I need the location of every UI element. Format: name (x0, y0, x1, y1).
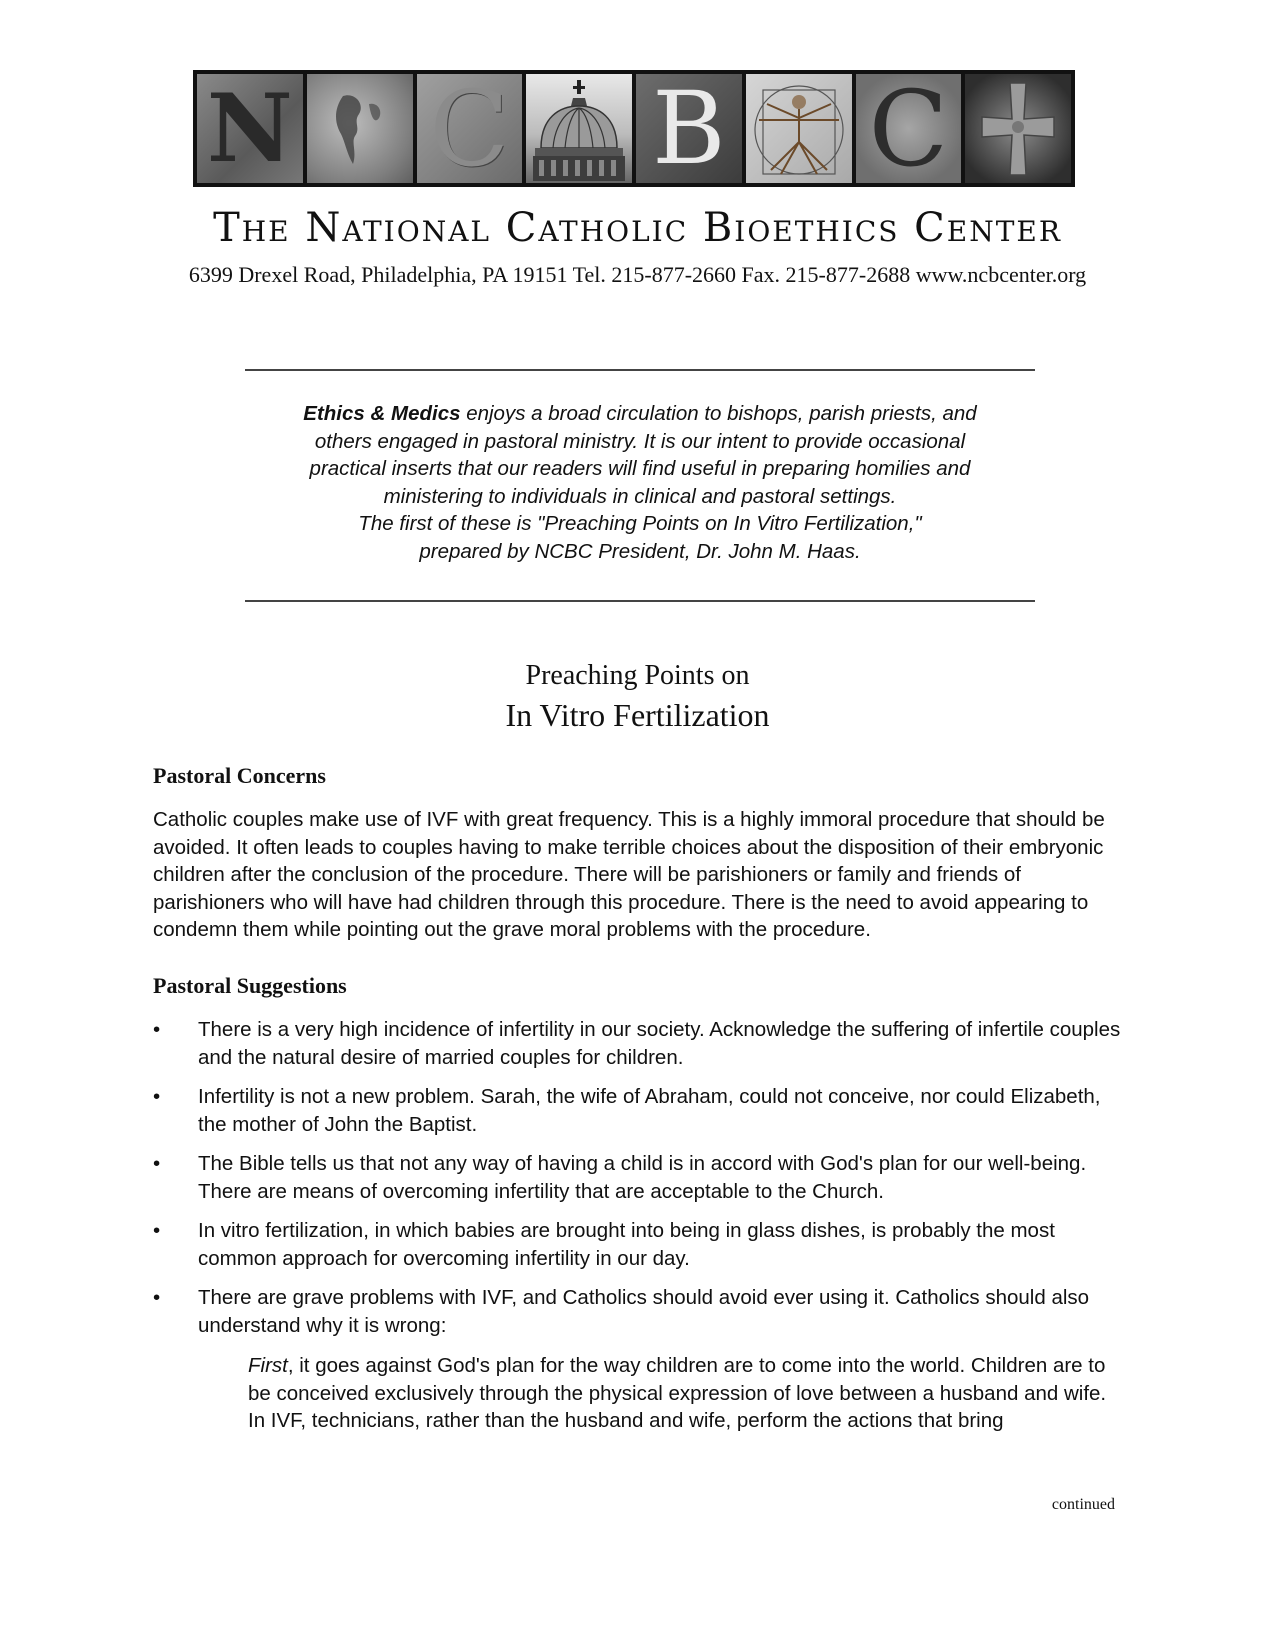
continued-label: continued (1051, 1496, 1115, 1513)
intro-line-2: others engaged in pastoral ministry. It is our intent to provide occasional (314, 429, 966, 453)
ncbc-logo-banner (193, 70, 1075, 187)
list-item-text: There is a very high incidence of infertility in our society. Acknowledge the suffering of infertile couples and the natural desire of married couples for children. (198, 1018, 1121, 1069)
logo-letter-b: B (652, 74, 726, 183)
cross-icon (978, 79, 1058, 179)
intro-box (260, 400, 1020, 565)
pastoral-suggestions-heading: Pastoral Suggestions (153, 973, 347, 998)
logo-tile-globe (307, 74, 413, 183)
suggestions-list (153, 1016, 1123, 1351)
list-item-text: In vitro fertilization, in which babies are brought into being in glass dishes, is probably the most common approach for overcoming infertility in our day. (198, 1219, 1055, 1270)
first-point-text: , it goes against God's plan for the way children are to come into the world. Children are to be conceived exclusively through the physical expression of love between a husband and wife. In IVF, technicians, rather than the husband and wife, perform the actions that bring (248, 1354, 1107, 1432)
logo-tile-dome (526, 74, 632, 183)
list-item (153, 1150, 1123, 1205)
list-item-text: The Bible tells us that not any way of having a child is in accord with God's plan for our well-being. There are means of overcoming infertility that are acceptable to the Church. (198, 1152, 1087, 1203)
globe-icon (325, 84, 395, 174)
intro-line-1 (260, 400, 1020, 428)
logo-tile-c2 (856, 74, 962, 183)
title-line-1: Preaching Points on (525, 660, 750, 691)
bullet-icon: • (153, 1152, 161, 1175)
intro-line-3: practical inserts that our readers will find useful in preparing homilies and (309, 457, 971, 480)
publication-name: Ethics & Medics (303, 402, 461, 425)
logo-tile-c (417, 74, 523, 183)
org-name: The National Catholic Bioethics Center (213, 205, 1062, 251)
intro-line-4: ministering to individuals in clinical and pastoral settings. (383, 484, 897, 508)
pastoral-concerns-text: Catholic couples make use of IVF with great frequency. This is a highly immoral procedure that should be avoided. It often leads to couples having to make terrible choices about the disposition of their embryonic children after the conclusion of the procedure. There will be parishioners or family and friends of parishioners who will have had children through this procedure. There is the need to avoid appearing to condemn them while pointing out the grave moral problems with the procedure. (153, 808, 1105, 941)
bullet-icon: • (153, 1085, 161, 1108)
logo-tile-n (197, 74, 303, 183)
logo-tile-cross (965, 74, 1071, 183)
list-item (153, 1016, 1123, 1071)
intro-line-6: prepared by NCBC President, Dr. John M. Haas. (419, 539, 861, 563)
list-item (153, 1284, 1123, 1339)
org-address: 6399 Drexel Road, Philadelphia, PA 19151 Tel. 215-877-2660 Fax. 215-877-2688 www.ncbcenter.org (188, 262, 1087, 287)
pastoral-concerns-heading: Pastoral Concerns (153, 763, 326, 788)
first-point-paragraph (248, 1352, 1123, 1435)
intro-line-1-text: enjoys a broad circulation to bishops, parish priests, and (460, 402, 977, 425)
logo-letter-c2: C (868, 74, 949, 183)
list-item (153, 1083, 1123, 1138)
list-item-text: Infertility is not a new problem. Sarah, the wife of Abraham, could not conceive, nor could Elizabeth, the mother of John the Baptist. (198, 1085, 1101, 1136)
logo-tile-b (636, 74, 742, 183)
list-item (153, 1217, 1123, 1272)
first-point-lead: First (248, 1354, 288, 1377)
top-divider (245, 369, 1035, 371)
bottom-divider (245, 600, 1035, 602)
logo-letter-n: N (206, 74, 293, 183)
bullet-icon: • (153, 1018, 161, 1041)
logo-tile-vitruvian (746, 74, 852, 183)
vitruvian-man-icon (749, 76, 849, 181)
bullet-icon: • (153, 1286, 161, 1309)
logo-letter-c: C (429, 74, 510, 183)
bullet-icon: • (153, 1219, 161, 1242)
dome-icon (529, 76, 629, 181)
intro-line-5: The first of these is "Preaching Points on In Vitro Fertilization," (358, 512, 922, 535)
title-line-2: In Vitro Fertilization (505, 697, 770, 733)
list-item-text: There are grave problems with IVF, and Catholics should avoid ever using it. Catholics should also understand why it is wrong: (198, 1286, 1090, 1337)
